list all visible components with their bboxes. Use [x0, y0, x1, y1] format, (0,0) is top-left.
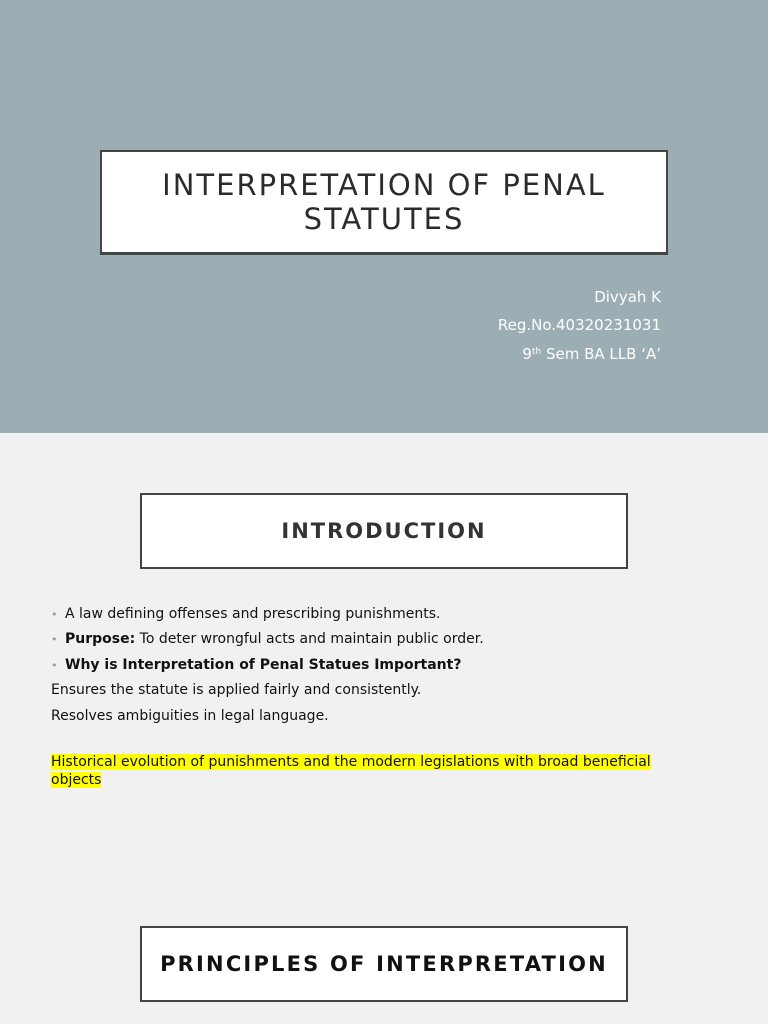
semester-ordinal: th — [531, 347, 542, 357]
bullet-dot-icon: • — [51, 608, 58, 621]
list-item — [51, 627, 671, 652]
semester-number: 9 — [522, 345, 532, 363]
plain-line: Resolves ambiguities in legal language. — [51, 707, 329, 724]
author-block — [498, 284, 661, 369]
slide-title: INTERPRETATION OF PENAL STATUTES — [162, 168, 606, 236]
bullet-text: A law defining offenses and prescribing punishments. — [65, 606, 441, 622]
registration-number: Reg.No.40320231031 — [497, 315, 661, 334]
principles-heading: PRINCIPLES OF INTERPRETATION — [160, 952, 608, 976]
introduction-heading: INTRODUCTION — [281, 519, 487, 543]
introduction-slide — [0, 433, 768, 1024]
title-slide — [0, 0, 768, 433]
introduction-heading-box — [140, 493, 628, 569]
bullet-list — [51, 602, 671, 678]
bullet-text: To deter wrongful acts and maintain public order. — [135, 631, 484, 648]
author-name: Divyah K — [594, 288, 661, 306]
bullet-dot-icon: • — [51, 633, 58, 647]
bullet-dot-icon: • — [51, 658, 58, 672]
highlighted-text: Historical evolution of punishments and the modern legislations with broad beneficial objects — [51, 754, 651, 788]
list-item — [51, 653, 671, 678]
introduction-content — [51, 602, 671, 789]
principles-heading-box — [140, 926, 628, 1002]
semester-line — [498, 339, 661, 369]
title-box — [100, 150, 668, 255]
semester-text: Sem BA LLB ‘A’ — [541, 345, 661, 363]
highlighted-note — [51, 754, 671, 789]
list-item — [51, 602, 671, 627]
bullet-bold-text: Why is Interpretation of Penal Statues Important? — [65, 656, 462, 673]
bullet-bold-text: Purpose: — [65, 631, 136, 648]
plain-line: Ensures the statute is applied fairly and consistently. — [51, 682, 422, 699]
